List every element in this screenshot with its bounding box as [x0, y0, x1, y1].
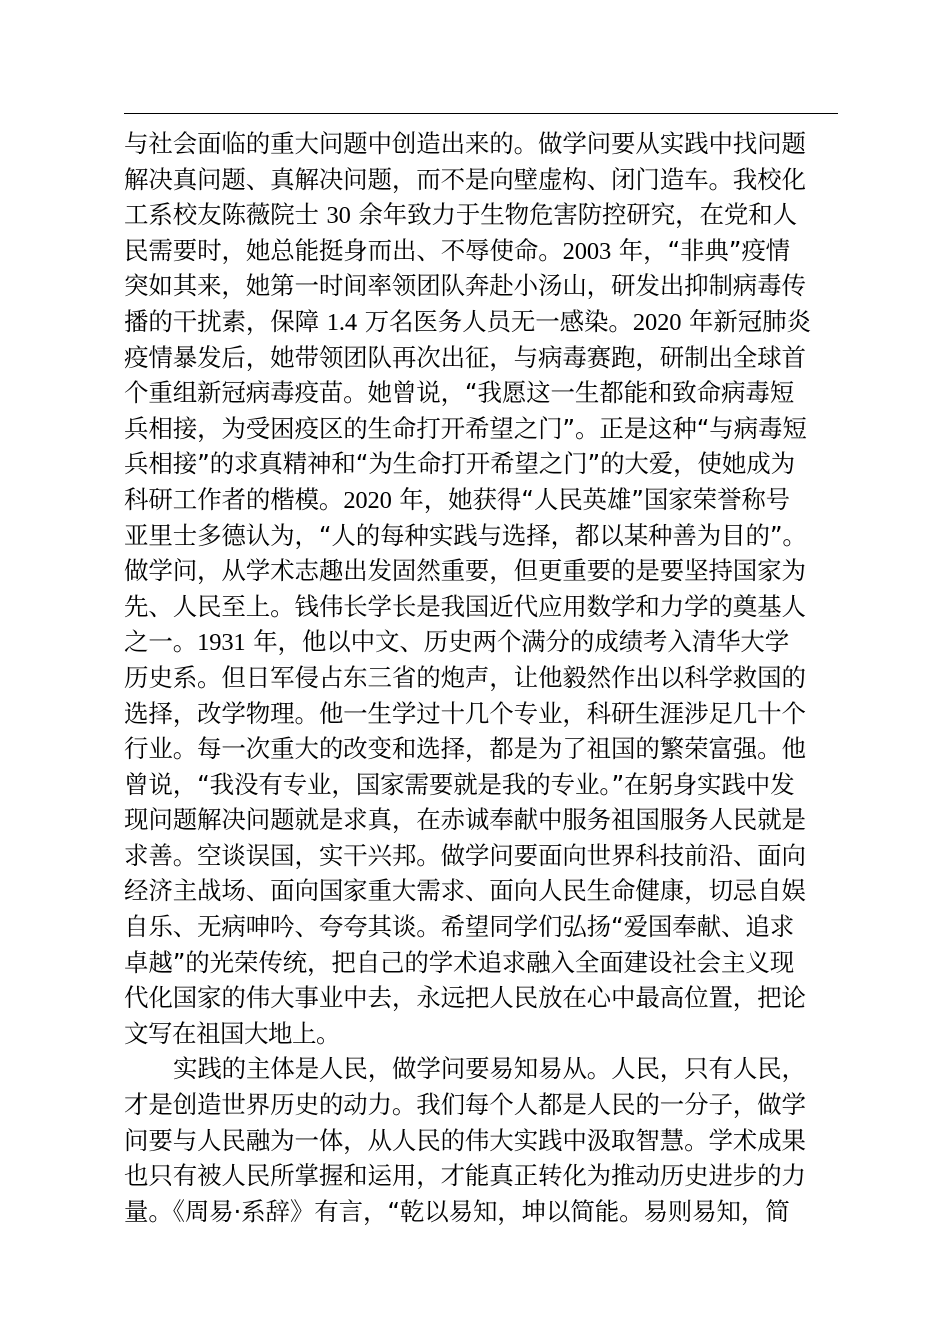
- text-line: 亚里士多德认为，“人的每种实践与选择，都以某种善为目的”。: [124, 520, 807, 550]
- text-line: 历史系。但日军侵占东三省的炮声，让他毅然作出以科学救国的: [124, 662, 806, 692]
- text-line: 突如其来，她第一时间率领团队奔赴小汤山，研发出抑制病毒传: [124, 271, 806, 301]
- text-line: 做学问，从学术志趣出发固然重要，但更重要的是要坚持国家为: [124, 556, 806, 586]
- text-line: 文写在祖国大地上。: [124, 1018, 340, 1048]
- text-line: 代化国家的伟大事业中去，永远把人民放在心中最高位置，把论: [124, 983, 806, 1013]
- text-line: 自乐、无病呻吟、夸夸其谈。希望同学们弘扬“爱国奉献、追求: [124, 912, 795, 942]
- text-line: 也只有被人民所掌握和运用，才能真正转化为推动历史进步的力: [124, 1161, 806, 1191]
- text-line: 才是创造世界历史的动力。我们每个人都是人民的一分子，做学: [124, 1090, 806, 1120]
- text-line: 兵相接”的求真精神和“为生命打开希望之门”的大爱，使她成为: [124, 449, 795, 479]
- text-line: 与社会面临的重大问题中创造出来的。做学问要从实践中找问题: [124, 129, 806, 158]
- text-line: 解决真问题、真解决问题，而不是向壁虚构、闭门造车。我校化: [124, 164, 806, 194]
- text-line: 现问题解决问题就是求真，在赤诚奉献中服务祖国服务人民就是: [124, 805, 806, 835]
- text-line: 个重组新冠病毒疫苗。她曾说，“我愿这一生都能和致命病毒短: [124, 378, 795, 408]
- paragraph: [124, 126, 844, 1051]
- text-line: 经济主战场、面向国家重大需求、面向人民生命健康，切忌自娱: [124, 876, 806, 906]
- text-line: 疫情暴发后，她带领团队再次出征，与病毒赛跑，研制出全球首: [124, 342, 806, 372]
- text-line: 求善。空谈误国，实干兴邦。做学问要面向世界科技前沿、面向: [124, 840, 806, 870]
- text-line: 之一。1931 年，他以中文、历史两个满分的成绩考入清华大学: [124, 627, 790, 657]
- text-line: 播的干扰素，保障 1.4 万名医务人员无一感染。2020 年新冠肺炎: [124, 306, 811, 336]
- text-line: 选择，改学物理。他一生学过十几个专业，科研生涯涉足几十个: [124, 698, 806, 728]
- text-line: 工系校友陈薇院士 30 余年致力于生物危害防控研究，在党和人: [124, 200, 797, 230]
- text-line: 民需要时，她总能挺身而出、不辱使命。2003 年，“非典”疫情: [124, 235, 791, 265]
- text-line: 卓越”的光荣传统，把自己的学术追求融入全面建设社会主义现: [124, 947, 795, 977]
- header-rule: [124, 113, 838, 114]
- text-line: 先、人民至上。钱伟长学长是我国近代应用数学和力学的奠基人: [124, 591, 806, 621]
- text-line: 实践的主体是人民，做学问要易知易从。人民，只有人民，: [173, 1054, 806, 1084]
- body-text: [124, 126, 844, 1229]
- text-line: 量。《周易·系辞》有言，“乾以易知，坤以简能。易则易知，简: [124, 1196, 790, 1226]
- text-line: 行业。每一次重大的改变和选择，都是为了祖国的繁荣富强。他: [124, 734, 806, 764]
- text-line: 问要与人民融为一体，从人民的伟大实践中汲取智慧。学术成果: [124, 1125, 806, 1155]
- text-line: 曾说，“我没有专业，国家需要就是我的专业。”在躬身实践中发: [124, 769, 795, 799]
- text-line: 科研工作者的楷模。2020 年，她获得“人民英雄”国家荣誉称号: [124, 484, 791, 514]
- text-line: 兵相接，为受困疫区的生命打开希望之门”。正是这种“与病毒短: [124, 413, 807, 443]
- paragraph: [124, 1051, 844, 1229]
